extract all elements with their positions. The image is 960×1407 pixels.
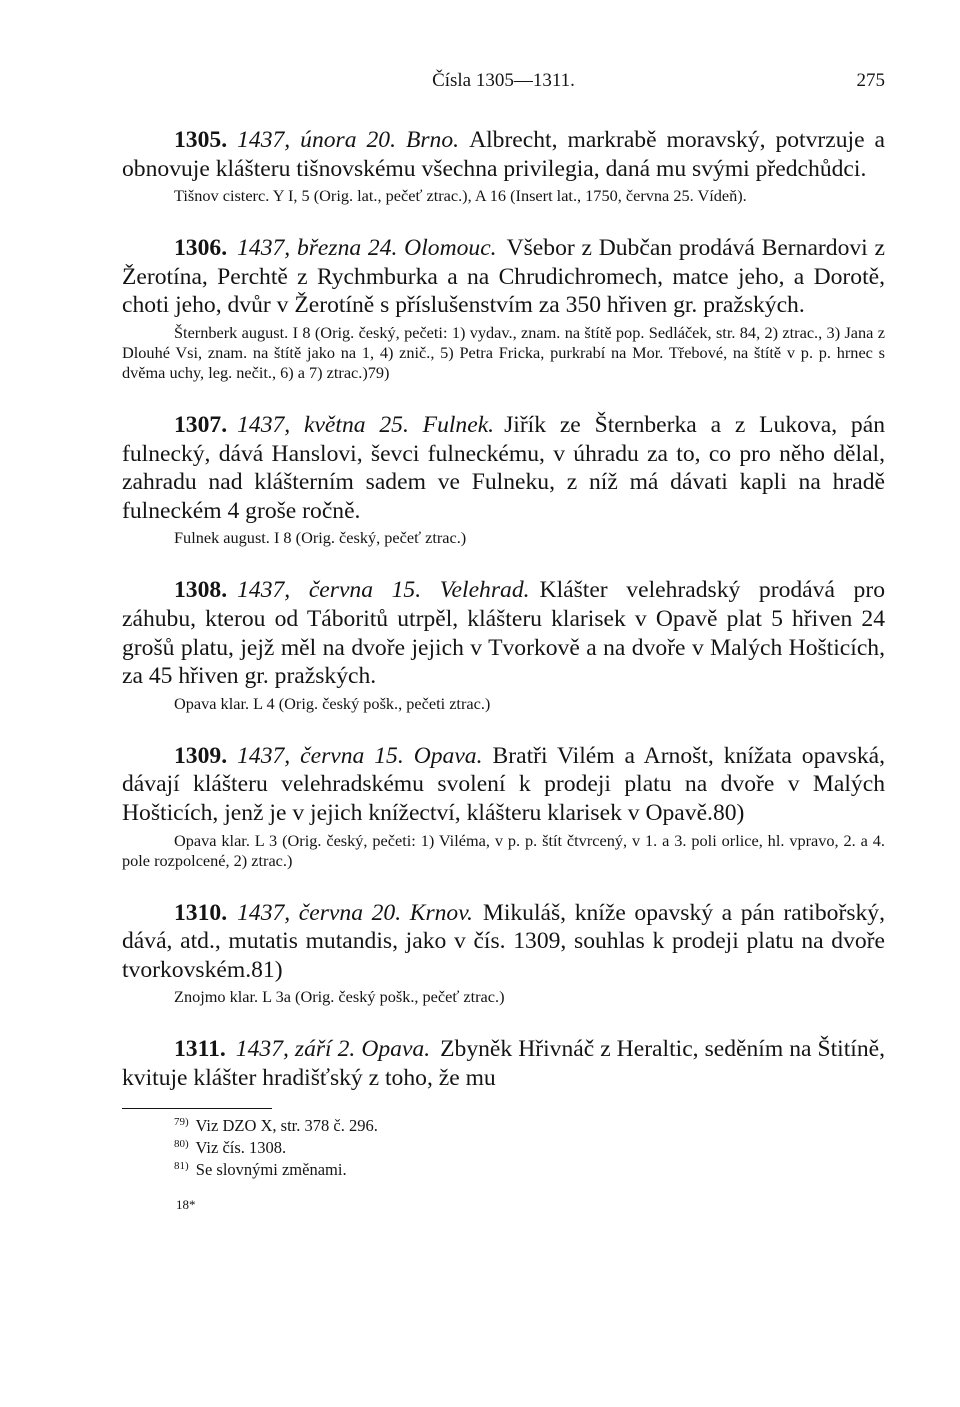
entry-text [122, 411, 885, 525]
entry-source: Tišnov cisterc. Y I, 5 (Orig. lat., pečeť ztrac.), A 16 (Insert lat., 1750, června 25. Vídeň). [174, 186, 747, 206]
entry-text [122, 1035, 885, 1092]
entry-source: Šternberk august. I 8 (Orig. český, pečeti: 1) vydav., znam. na štítě pop. Sedláček, str. 84, 2) ztrac., 3) Jana z Dlouhé Vsi, znam. na štítě jako na 1, 4) znič., 5) Petra Fricka, purkrabí na Mor. Třebové, na štítě v p. p. hrnec s dvěma uchy, leg. nečit., 6) a 7) ztrac.)79) [122, 322, 885, 382]
entry-date-place: 1437, května 25. Fulnek. [237, 411, 495, 438]
footnote-marker: 81) [174, 1159, 189, 1172]
entry-date-place: 1437, června 15. Velehrad. [237, 577, 530, 604]
entry [122, 234, 885, 383]
entry-source: Fulnek august. I 8 (Orig. český, pečeť ztrac.) [174, 528, 467, 548]
entry-number: 1305. [174, 127, 228, 153]
entry [122, 1035, 885, 1092]
entry-summary: Všebor z Dubčan prodává Bernardovi z Žerotína, Perchtě z Rychmburka a na Chrudichromech, matce jeho, a Dorotě, choti jeho, dvůr v Žerotíně s příslušenstvím za 350 hřiven gr. pražských. [122, 235, 885, 319]
footnote-text: Viz DZO X, str. 378 č. 296. [195, 1116, 378, 1136]
entry-text [122, 576, 885, 690]
entry-source: Znojmo klar. L 3a (Orig. český pošk., pečeť ztrac.) [174, 987, 505, 1007]
entry-summary: Zbyněk Hřivnáč z Heraltic, seděním na Štitíně, kvituje klášter hradišťský z toho, že mu [122, 1036, 885, 1091]
entry-number: 1308. [174, 577, 228, 604]
entry-text [122, 126, 885, 183]
footnote [122, 1159, 885, 1181]
entry-date-place: 1437, února 20. Brno. [237, 127, 460, 153]
entry-summary: Albrecht, markrabě moravský, potvrzuje a obnovuje klášteru tišnovskému všechna privilegia, daná mu svými předchůdci. [122, 127, 885, 182]
entry-text [122, 899, 885, 985]
entry-text [122, 742, 885, 828]
entry [122, 411, 885, 548]
running-title: Čísla 1305—1311. [432, 70, 575, 91]
entry [122, 126, 885, 206]
entry-number: 1310. [174, 899, 228, 926]
entry-date-place: 1437, června 20. Krnov. [237, 899, 473, 926]
entry-number: 1307. [174, 411, 228, 438]
page-number: 275 [856, 70, 885, 91]
footnote-marker: 80) [174, 1137, 189, 1150]
entry-source: Opava klar. L 3 (Orig. český, pečeti: 1) Viléma, v p. p. štít čtvrcený, v 1. a 3. poli orlice, hl. vpravo, 2. a 4. pole rozpolcené, 2) ztrac.) [122, 830, 885, 870]
page [122, 58, 885, 1213]
footnote-marker: 79) [174, 1115, 189, 1128]
footnote [122, 1115, 885, 1137]
signature-mark: 18* [176, 1197, 196, 1213]
entry [122, 576, 885, 713]
entry-source: Opava klar. L 4 (Orig. český pošk., pečeti ztrac.) [174, 693, 491, 713]
footnotes [122, 1108, 885, 1213]
entry [122, 899, 885, 1008]
entry-summary: Mikuláš, kníže opavský a pán ratibořský, dává, atd., mutatis mutandis, jako v čís. 1309, souhlas k prodeji platu na dvoře tvorkovském.81) [122, 899, 885, 983]
footnote-text: Se slovnými změnami. [195, 1160, 347, 1180]
footnote-text: Viz čís. 1308. [195, 1138, 287, 1158]
entry-number: 1306. [174, 235, 228, 262]
running-head [122, 58, 885, 98]
entry-number: 1309. [174, 742, 228, 769]
entry-summary: Jiřík ze Šternberka a z Lukova, pán fulnecký, dává Hanslovi, ševci fulneckému, v úhradu za to, co pro něho dělal, zahradu nad klášterním sadem ve Fulneku, z níž má dávati kapli na hradě fulneckém 4 groše ročně. [122, 411, 885, 524]
footnote [122, 1137, 885, 1159]
entry-summary: Klášter velehradský prodává pro záhubu, kterou od Táboritů utrpěl, klášteru klarisek v Opavě plat 5 hřiven 24 grošů platu, jejž měl na dvoře jejich v Tvorkově a na dvoře v Malých Hošticích, za 45 hřiven gr. pražských. [122, 577, 885, 690]
entry-summary: Bratři Vilém a Arnošt, knížata opavská, dávají klášteru velehradskému svolení k prodeji platu na dvoře v Malých Hošticích, jenž je v jejich knížectví, klášteru klarisek v Opavě.80) [122, 742, 886, 826]
entry-date-place: 1437, března 24. Olomouc. [237, 235, 497, 262]
entry-date-place: 1437, září 2. Opava. [235, 1036, 431, 1063]
entry [122, 742, 885, 871]
entry-date-place: 1437, června 15. Opava. [237, 742, 483, 769]
entry-number: 1311. [174, 1036, 226, 1063]
footnote-rule [122, 1108, 272, 1109]
entry-text [122, 234, 885, 320]
